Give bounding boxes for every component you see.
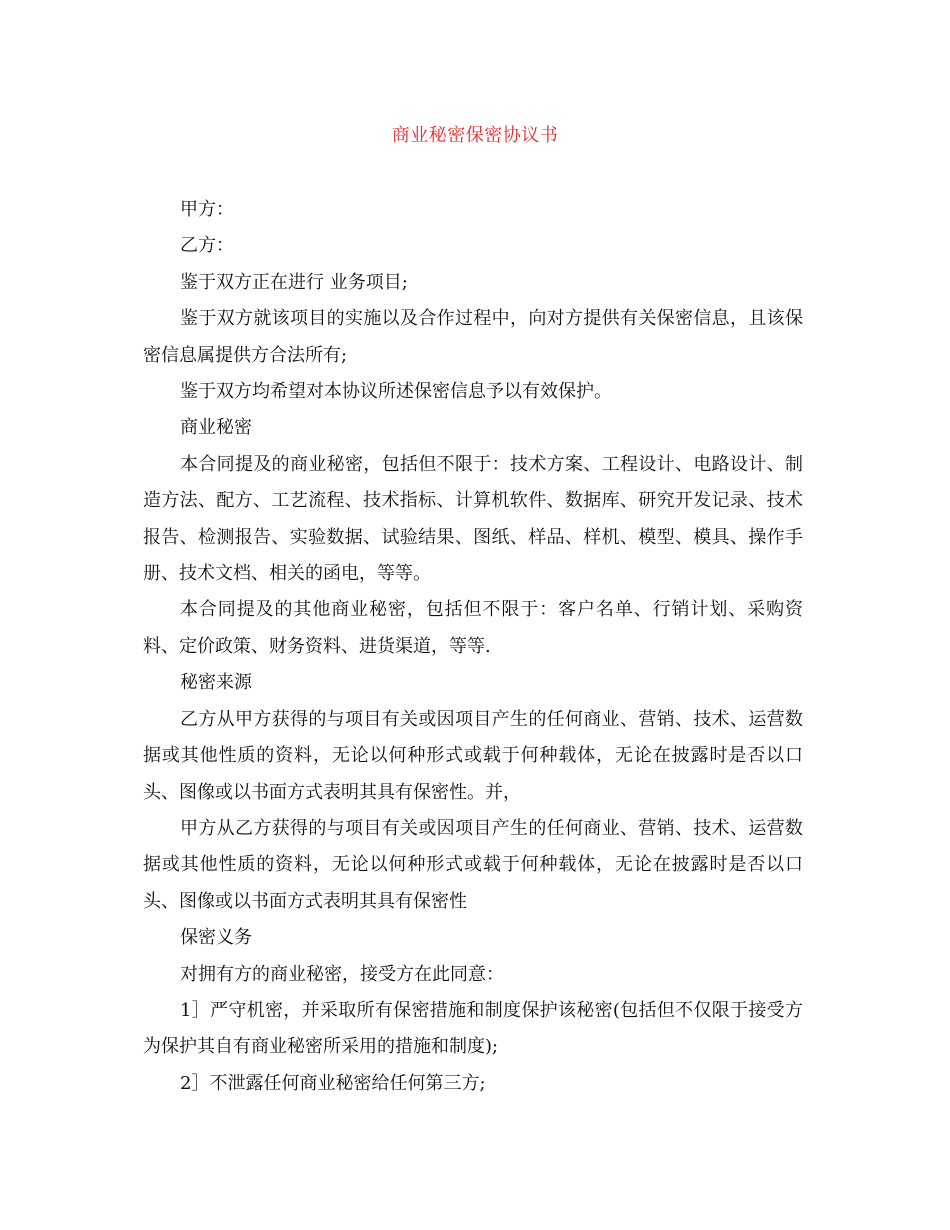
document-title: 商业秘密保密协议书 bbox=[391, 125, 559, 146]
list-item-obligation-2: 2］不泄露任何商业秘密给任何第三方; bbox=[180, 1072, 486, 1094]
section-heading-obligations: 保密义务 bbox=[180, 927, 252, 949]
paragraph-trade-secrets-other: 本合同提及的其他商业秘密，包括但不限于：客户名单、行销计划、采购资料、定价政策、财务资料、进货渠道，等等. bbox=[143, 599, 803, 657]
paragraph-party-b: 乙方： bbox=[180, 235, 234, 257]
paragraph-source-party-a: 甲方从乙方获得的与项目有关或因项目产生的任何商业、营销、技术、运营数据或其他性质的资料，无论以何种形式或载于何种载体，无论在披露时是否以口头、图像或以书面方式表明其具有保密性 bbox=[143, 817, 803, 912]
list-item-obligation-1: 1］严守机密，并采取所有保密措施和制度保护该秘密(包括但不仅限于接受方为保护其自有商业秘密所采用的措施和制度); bbox=[143, 999, 803, 1058]
paragraph-source-party-b: 乙方从甲方获得的与项目有关或因项目产生的任何商业、营销、技术、运营数据或其他性质的资料，无论以何种形式或载于何种载体，无论在披露时是否以口头、图像或以书面方式表明其具有保密性。并， bbox=[143, 708, 803, 803]
paragraph-recital-1: 鉴于双方正在进行 业务项目; bbox=[180, 271, 408, 293]
paragraph-recital-2: 鉴于双方就该项目的实施以及合作过程中，向对方提供有关保密信息，且该保密信息属提供方合法所有; bbox=[143, 308, 803, 366]
document-body bbox=[143, 192, 803, 1102]
paragraph-trade-secrets-technical: 本合同提及的商业秘密，包括但不限于：技术方案、工程设计、电路设计、制造方法、配方、工艺流程、技术指标、计算机软件、数据库、研究开发记录、技术报告、检测报告、实验数据、试验结果、图纸、样品、样机、模型、模具、操作手册、技术文档、相关的函电，等等。 bbox=[143, 453, 803, 585]
paragraph-recital-3: 鉴于双方均希望对本协议所述保密信息予以有效保护。 bbox=[180, 381, 612, 403]
section-heading-secret-source: 秘密来源 bbox=[180, 672, 252, 694]
section-heading-trade-secrets: 商业秘密 bbox=[180, 417, 252, 439]
paragraph-obligations-intro: 对拥有方的商业秘密，接受方在此同意： bbox=[180, 963, 504, 985]
paragraph-party-a: 甲方： bbox=[180, 199, 234, 220]
